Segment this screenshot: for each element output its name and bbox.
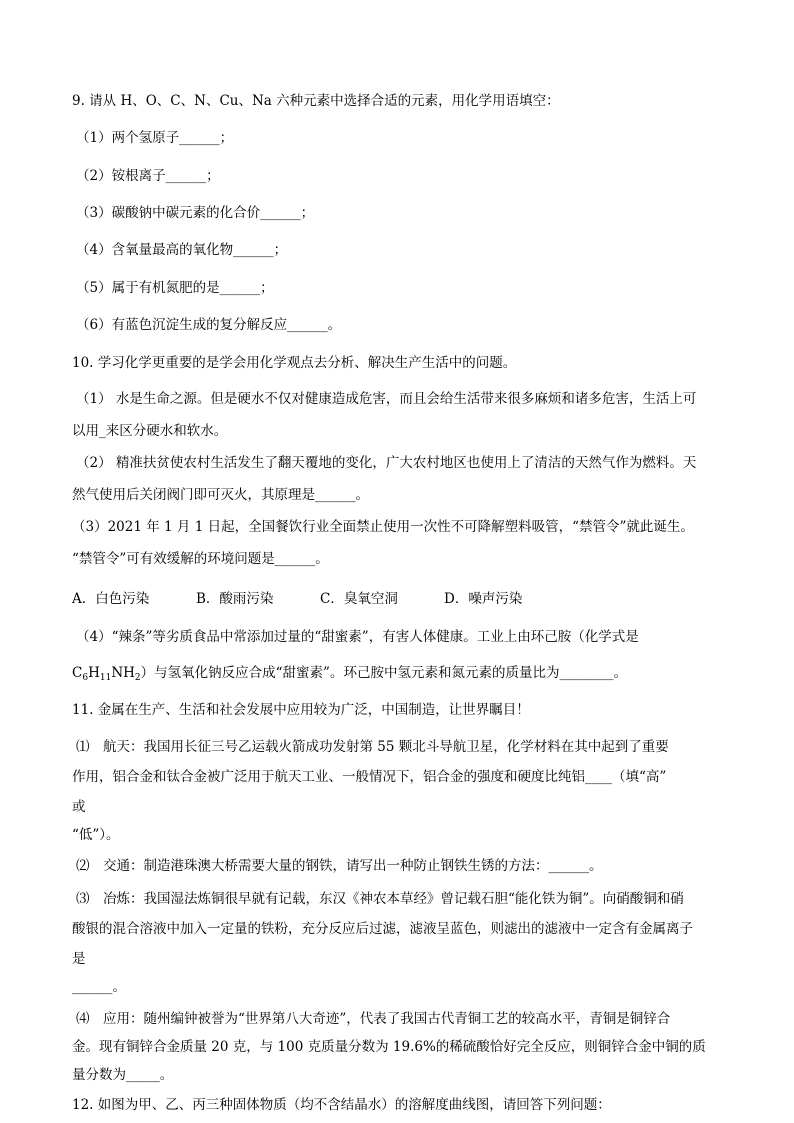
formula-c-subscript: 6 xyxy=(82,673,89,683)
q9-item-1: （1）两个氢原子______； xyxy=(76,130,234,146)
q11-c-line3: 是 xyxy=(72,951,86,967)
q11-stem: 11. 金属在生产、生活和社会发展中应用较为广泛，中国制造，让世界瞩目！ xyxy=(72,702,530,718)
q11-c-line4: ______。 xyxy=(72,979,126,995)
q9-item-2: （2）铵根离子______； xyxy=(76,168,220,184)
q10-stem: 10. 学习化学更重要的是学会用化学观点去分析、解决生产生活中的问题。 xyxy=(72,355,517,371)
q10-option-a: A．白色污染 xyxy=(72,591,150,607)
q11-b-line1: ⑵ 交通：制造港珠澳大桥需要大量的钢铁，请写出一种防止钢铁生锈的方法：______。 xyxy=(76,858,603,874)
q12-stem: 12. 如图为甲、乙、丙三种固体物质（均不含结晶水）的溶解度曲线图，请回答下列问题： xyxy=(72,1097,611,1113)
q10-part4-line1: （4）“辣条”等劣质食品中常添加过量的“甜蜜素”，有害人体健康。工业上由环己胺（化学式是 xyxy=(76,629,639,645)
q10-option-c: C．臭氧空洞 xyxy=(320,591,398,607)
q9-item-3: （3）碳酸钠中碳元素的化合价______； xyxy=(76,205,315,221)
q10-option-b: B．酸雨污染 xyxy=(196,591,274,607)
q10-part2-line1: （2） 精准扶贫使农村生活发生了翻天覆地的变化，广大农村地区也使用上了清洁的天然气作为燃料。天 xyxy=(76,455,697,471)
q9-item-6: （6）有蓝色沉淀生成的复分解反应______。 xyxy=(76,317,342,333)
q10-part3-line1: （3）2021 年 1 月 1 日起，全国餐饮行业全面禁止使用一次性不可降解塑料吸管，“禁管令”就此诞生。 xyxy=(72,519,694,535)
q9-item-4: （4）含氧量最高的氧化物______； xyxy=(76,242,288,258)
q11-a-line1: ⑴ 航天：我国用长征三号乙运载火箭成功发射第 55 颗北斗导航卫星，化学材料在其中起到了重要 xyxy=(76,739,669,755)
q10-part2-line2: 然气使用后关闭阀门即可灭火，其原理是______。 xyxy=(72,487,369,503)
q10-part1-line1: （1） 水是生命之源。但是硬水不仅对健康造成危害，而且会给生活带来很多麻烦和诸多危害，生活上可 xyxy=(76,391,697,407)
q10-part4-line2 xyxy=(72,664,732,687)
formula-h: H xyxy=(88,665,100,681)
q11-d-line3: 量分数为_____。 xyxy=(72,1067,174,1083)
q11-a-line3: 或 xyxy=(72,799,86,815)
q11-a-line2: 作用，铝合金和钛合金被广泛用于航天工业、一般情况下，铝合金的强度和硬度比纯铝____（填“高” xyxy=(72,769,667,785)
q9-item-5: （5）属于有机氮肥的是______； xyxy=(76,280,274,296)
formula-nh: NH xyxy=(111,665,135,681)
formula-nh-subscript: 2 xyxy=(134,673,141,683)
q10-part4-line2-rest: ）与氢氧化钠反应合成“甜蜜素”。环己胺中氢元素和氮元素的质量比为________。 xyxy=(140,665,627,681)
q9-stem: 9. 请从 H、O、C、N、Cu、Na 六种元素中选择合适的元素，用化学用语填空： xyxy=(72,93,560,109)
q10-part1-line2: 以用_来区分硬水和软水。 xyxy=(72,423,228,439)
formula-c: C xyxy=(72,665,83,681)
q11-d-line1: ⑷ 应用：随州编钟被誉为“世界第八大奇迹”，代表了我国古代青铜工艺的较高水平，青铜是铜锌合 xyxy=(76,1011,671,1027)
q11-c-line1: ⑶ 冶炼：我国湿法炼铜很早就有记载，东汉《神农本草经》曾记载石胆“能化铁为铜”。向硝酸铜和硝 xyxy=(76,891,684,907)
q11-c-line2: 酸银的混合溶液中加入一定量的铁粉，充分反应后过滤，滤液呈蓝色，则滤出的滤液中一定含有金属离子 xyxy=(72,921,693,937)
q11-a-line4: “低”）。 xyxy=(72,827,120,843)
formula-h-subscript: 11 xyxy=(99,673,112,683)
q10-part3-line2: “禁管令”可有效缓解的环境问题是______。 xyxy=(72,551,329,567)
q10-option-d: D．噪声污染 xyxy=(444,591,523,607)
q11-d-line2: 金。现有铜锌合金质量 20 克，与 100 克质量分数为 19.6%的稀硫酸恰好完全反应，则铜锌合金中铜的质 xyxy=(72,1039,706,1055)
